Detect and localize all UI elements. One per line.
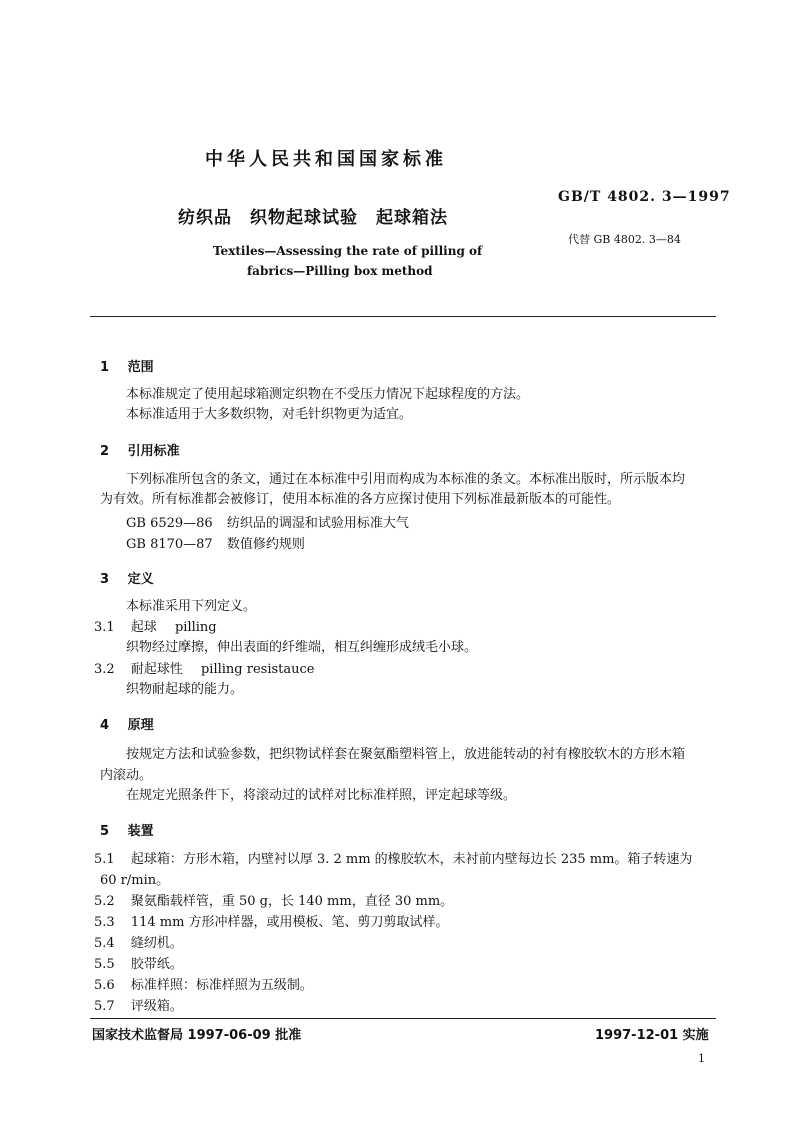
document-title-zh: 纺织品 织物起球试验 起球箱法 (178, 208, 448, 228)
paragraph: 本标准适用于大多数织物，对毛针织物更为适宜。 (126, 407, 413, 422)
document-title-en-line1: Textiles—Assessing the rate of pilling of (213, 244, 483, 258)
clause-number: 5.2 (94, 894, 115, 909)
list-item (94, 892, 453, 912)
section-title: 范围 (127, 360, 154, 375)
clause-number: 5.6 (94, 978, 115, 993)
section-number: 3 (100, 572, 110, 587)
section-title: 装置 (127, 824, 154, 839)
section-1-heading (100, 356, 154, 375)
item-text: 标准样照：标准样照为五级制。 (130, 978, 313, 993)
section-title: 定义 (127, 572, 154, 587)
paragraph: 60 r/min。 (100, 873, 170, 888)
paragraph: 为有效。所有标准都会被修订，使用本标准的各方应探讨使用下列标准最新版本的可能性。 (100, 492, 621, 507)
list-item (94, 913, 449, 933)
footer-divider (90, 1018, 716, 1019)
clause-number: 5.4 (94, 936, 115, 951)
paragraph: 本标准规定了使用起球箱测定织物在不受压力情况下起球程度的方法。 (126, 387, 530, 402)
section-3-heading (100, 568, 154, 587)
effective-date-line: 1997-12-01 实施 (595, 1028, 709, 1043)
replaces-note: 代替 GB 4802. 3—84 (568, 233, 681, 246)
header-divider (90, 316, 716, 317)
paragraph: 在规定光照条件下，将滚动过的试样对比标准样照，评定起球等级。 (126, 788, 517, 803)
list-item (94, 976, 313, 996)
reference-title: 数值修约规则 (226, 537, 305, 552)
section-5-heading (100, 820, 154, 839)
paragraph: 织物经过摩擦，伸出表面的纤维端，相互纠缠形成绒毛小球。 (126, 640, 478, 655)
approval-line: 国家技术监督局 1997-06-09 批准 (92, 1028, 302, 1043)
definition-3-1 (94, 618, 217, 638)
standard-code: GB/T 4802. 3—1997 (558, 189, 731, 205)
paragraph: 下列标准所包含的条文，通过在本标准中引用而构成为本标准的条文。本标准出版时，所示版本均 (126, 472, 686, 487)
clause-number: 5.3 (94, 915, 115, 930)
paragraph: 内滚动。 (100, 768, 153, 783)
reference-item (126, 535, 305, 555)
item-text: 缝纫机。 (130, 936, 183, 951)
clause-number: 5.1 (94, 852, 115, 867)
section-4-heading (100, 714, 154, 733)
section-title: 引用标准 (127, 444, 180, 459)
clause-number: 3.2 (94, 662, 115, 677)
reference-title: 纺织品的调湿和试验用标准大气 (226, 516, 409, 531)
document-title-en-line2: fabrics—Pilling box method (247, 264, 433, 278)
list-item (94, 997, 183, 1017)
list-item (94, 934, 183, 954)
paragraph: 本标准采用下列定义。 (126, 599, 257, 614)
item-text: 胶带纸。 (130, 957, 183, 972)
term-zh: 起球 (130, 620, 157, 635)
clause-number: 5.7 (94, 999, 115, 1014)
clause-number: 5.5 (94, 957, 115, 972)
reference-item (126, 514, 409, 534)
item-text: 聚氨酯载样管，重 50 g，长 140 mm，直径 30 mm。 (130, 894, 454, 909)
item-text: 评级箱。 (130, 999, 183, 1014)
item-text: 114 mm 方形冲样器，或用模板、笔、剪刀剪取试样。 (130, 915, 449, 930)
section-number: 2 (100, 444, 110, 459)
reference-code: GB 8170—87 (126, 537, 213, 552)
page-number: 1 (698, 1052, 705, 1065)
section-2-heading (100, 440, 180, 459)
section-number: 5 (100, 824, 110, 839)
definition-3-2 (94, 660, 315, 680)
term-en: pilling (174, 620, 217, 635)
reference-code: GB 6529—86 (126, 516, 213, 531)
item-text: 起球箱：方形木箱，内壁衬以厚 3. 2 mm 的橡胶软木，未衬前内壁每边长 235 mm。箱子转速为 (130, 852, 693, 867)
section-number: 1 (100, 360, 110, 375)
paragraph: 按规定方法和试验参数，把织物试样套在聚氨酯塑料管上，放进能转动的衬有橡胶软木的方形木箱 (126, 747, 686, 762)
section-title: 原理 (127, 718, 154, 733)
list-item (94, 955, 183, 975)
term-en: pilling resistauce (200, 662, 315, 677)
section-number: 4 (100, 718, 110, 733)
paragraph: 织物耐起球的能力。 (126, 682, 244, 697)
org-standard-heading: 中华人民共和国国家标准 (205, 149, 447, 170)
list-item (94, 850, 692, 870)
term-zh: 耐起球性 (130, 662, 183, 677)
clause-number: 3.1 (94, 620, 115, 635)
